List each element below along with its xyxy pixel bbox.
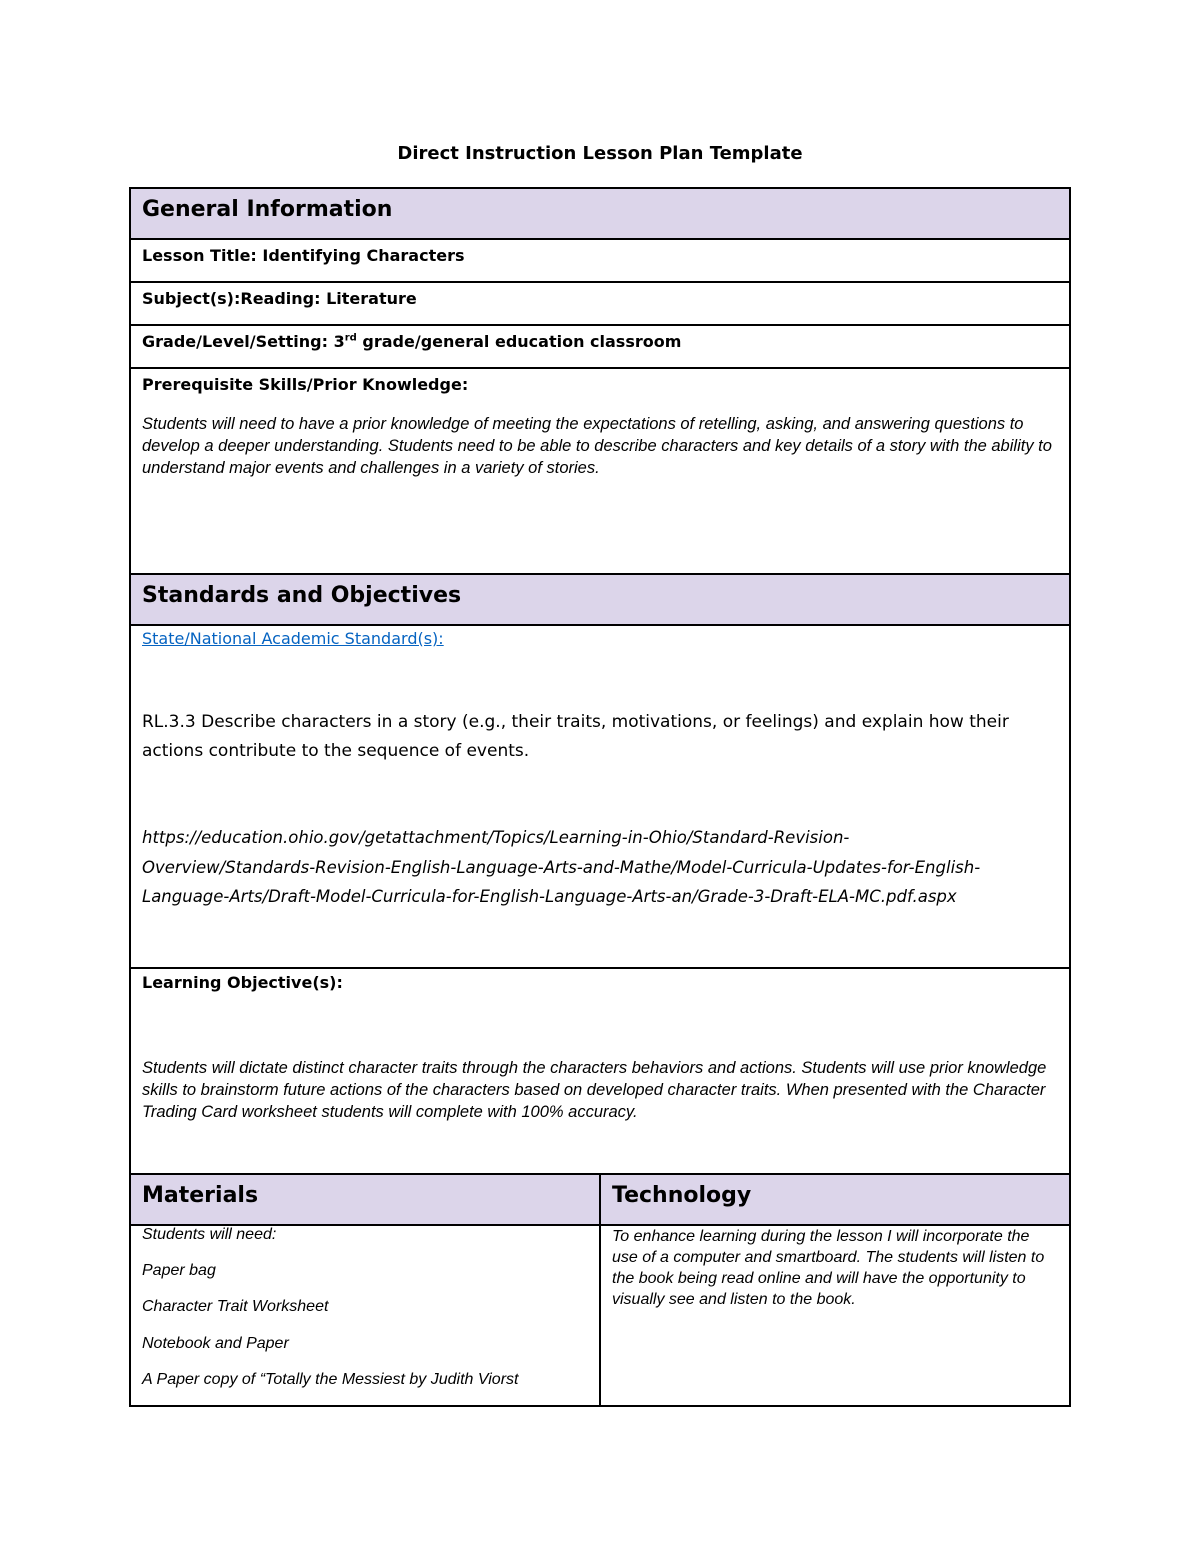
- grade-row: [129, 324, 1071, 369]
- technology-cell: [599, 1224, 1071, 1407]
- standard-url: [142, 823, 1055, 912]
- materials-item: A Paper copy of “Totally the Messiest by Judith Viorst: [142, 1371, 519, 1388]
- standards-row: [129, 624, 1071, 969]
- grade-suffix: grade/general education classroom: [356, 332, 682, 351]
- standard-url-line-3: Language-Arts/Draft-Model-Curricula-for-English-Language-Arts-an/Grade-3-Draft-ELA-MC.pdf.aspx: [142, 887, 957, 906]
- prerequisite-row: [129, 367, 1071, 576]
- lesson-title: Lesson Title: Identifying Characters: [142, 246, 465, 265]
- materials-item: Students will need:: [142, 1226, 277, 1243]
- grade-level-setting: [142, 332, 681, 351]
- materials-header: [129, 1173, 601, 1226]
- lesson-title-row: [129, 238, 1071, 283]
- materials-cell: [129, 1224, 601, 1407]
- standard-text: RL.3.3 Describe characters in a story (e.g., their traits, motivations, or feelings) and explain how their actions contribute to the sequence of events.: [142, 712, 1009, 761]
- subjects: Subject(s):Reading: Literature: [142, 289, 417, 308]
- materials-heading: Materials: [142, 1183, 259, 1208]
- learning-objective-text: Students will dictate distinct character traits through the characters behaviors and actions. Students will use prior knowledge skills to brainstorm future actions of the characters based on developed character traits. When presented with the Character Trading Card worksheet students will complete with 100% accuracy.: [142, 1059, 1047, 1121]
- technology-header: [599, 1173, 1071, 1226]
- standards-objectives-heading: Standards and Objectives: [142, 583, 462, 608]
- learning-objective-row: [129, 967, 1071, 1176]
- standard-url-line-1: https://education.ohio.gov/getattachment/Topics/Learning-in-Ohio/Standard-Revision-: [142, 828, 850, 847]
- prerequisite-text: Students will need to have a prior knowledge of meeting the expectations of retelling, asking, and answering questions to develop a deeper understanding. Students need to be able to describe characters and key details of a story with the ability to understand major events and challenges in a variety of stories.: [142, 415, 1052, 477]
- subjects-row: [129, 281, 1071, 326]
- grade-prefix: Grade/Level/Setting: 3: [142, 332, 345, 351]
- general-information-heading: General Information: [142, 197, 393, 222]
- materials-item: Notebook and Paper: [142, 1335, 289, 1352]
- standards-objectives-header: [129, 573, 1071, 626]
- technology-heading: Technology: [612, 1183, 752, 1208]
- document-title: Direct Instruction Lesson Plan Template: [397, 143, 803, 164]
- prerequisite-label: Prerequisite Skills/Prior Knowledge:: [142, 375, 469, 394]
- technology-text: To enhance learning during the lesson I will incorporate the use of a computer and smartboard. The students will listen to the book being read online and will have the opportunity to visually see and listen to the book.: [612, 1228, 1045, 1308]
- learning-objective-label: Learning Objective(s):: [142, 973, 343, 992]
- standard-link[interactable]: State/National Academic Standard(s):: [142, 629, 444, 648]
- standard-url-line-2: Overview/Standards-Revision-English-Language-Arts-and-Mathe/Model-Curricula-Updates-for-English-: [142, 857, 981, 877]
- materials-item: Character Trait Worksheet: [142, 1298, 329, 1315]
- materials-item: Paper bag: [142, 1262, 216, 1279]
- grade-superscript: rd: [344, 332, 357, 344]
- general-information-header: [129, 187, 1071, 240]
